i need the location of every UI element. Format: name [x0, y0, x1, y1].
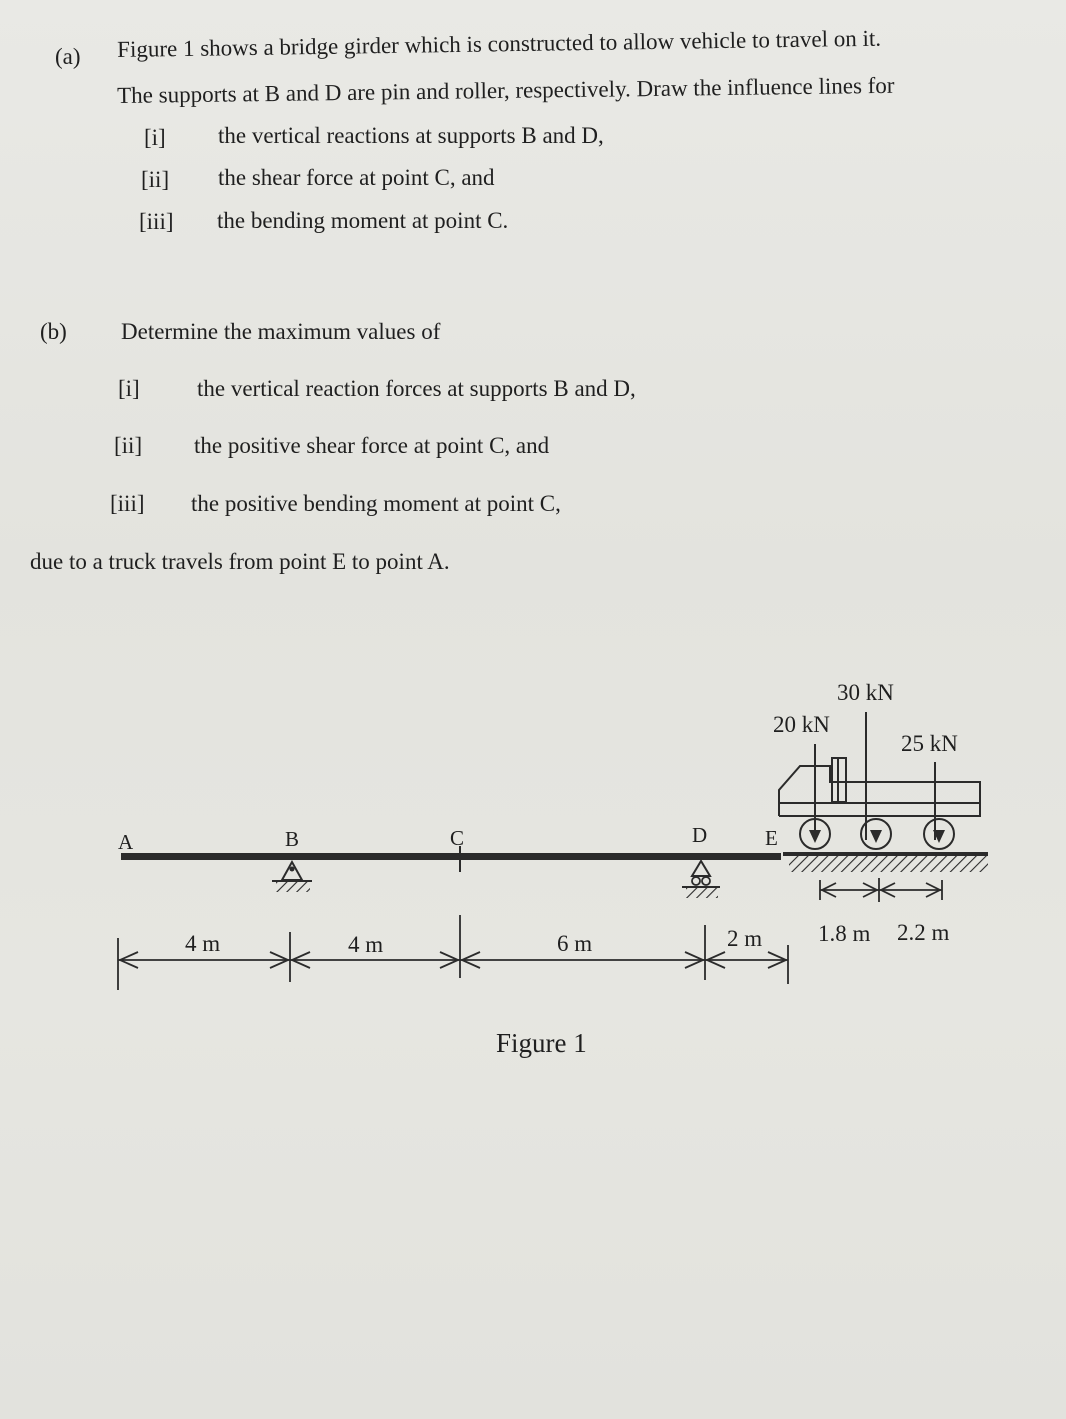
- truck-outline: [779, 758, 980, 816]
- part-a-line-2: The supports at B and D are pin and roller, respectively. Draw the influence lines for: [116, 72, 895, 108]
- point-c-label: C: [450, 826, 465, 850]
- point-b-label: B: [285, 827, 300, 851]
- axle-spacing-dimension: [820, 878, 942, 902]
- part-b-item-3-number: [iii]: [110, 491, 145, 516]
- point-a-label: A: [118, 830, 134, 854]
- ground-line: [783, 852, 988, 856]
- part-b-label: (b): [40, 319, 67, 344]
- part-a-item-2-number: [ii]: [141, 167, 170, 192]
- span-bc-label: 4 m: [348, 932, 384, 957]
- point-e-label: E: [765, 826, 778, 850]
- part-a-item-1-text: the vertical reactions at supports B and D,: [218, 123, 604, 148]
- load-middle-label: 30 kN: [837, 680, 894, 705]
- ground-hatch: [789, 856, 988, 872]
- pin-support-b: [272, 862, 312, 892]
- part-a-label: (a): [55, 44, 81, 69]
- part-b-item-1-text: the vertical reaction forces at supports B and D,: [197, 376, 636, 401]
- part-b-intro: Determine the maximum values of: [121, 319, 441, 344]
- axle-spacing-1-label: 1.8 m: [818, 921, 871, 946]
- span-cd-label: 6 m: [557, 931, 593, 956]
- point-d-label: D: [692, 823, 708, 847]
- part-a-item-1-number: [i]: [144, 125, 166, 150]
- part-b-item-2-text: the positive shear force at point C, and: [194, 433, 550, 458]
- part-b-closing: due to a truck travels from point E to point A.: [30, 549, 450, 574]
- load-front-label: 20 kN: [773, 712, 830, 737]
- part-a-item-2-text: the shear force at point C, and: [218, 165, 495, 190]
- part-a-item-3-number: [iii]: [139, 209, 174, 234]
- part-b-item-3-text: the positive bending moment at point C,: [191, 491, 561, 516]
- truck-wheel-rear: [924, 819, 954, 849]
- span-ab-label: 4 m: [185, 931, 221, 956]
- part-b-item-1-number: [i]: [118, 376, 140, 401]
- part-b-item-2-number: [ii]: [114, 433, 143, 458]
- part-a-item-3-text: the bending moment at point C.: [217, 208, 509, 233]
- bridge-girder: [121, 853, 781, 860]
- part-a-line-1: Figure 1 shows a bridge girder which is constructed to allow vehicle to travel on it.: [116, 25, 882, 62]
- load-rear-label: 25 kN: [901, 731, 958, 756]
- roller-support-d: [682, 861, 720, 898]
- figure-caption: Figure 1: [496, 1028, 587, 1058]
- span-de-label: 2 m: [727, 926, 763, 951]
- axle-spacing-2-label: 2.2 m: [897, 920, 950, 945]
